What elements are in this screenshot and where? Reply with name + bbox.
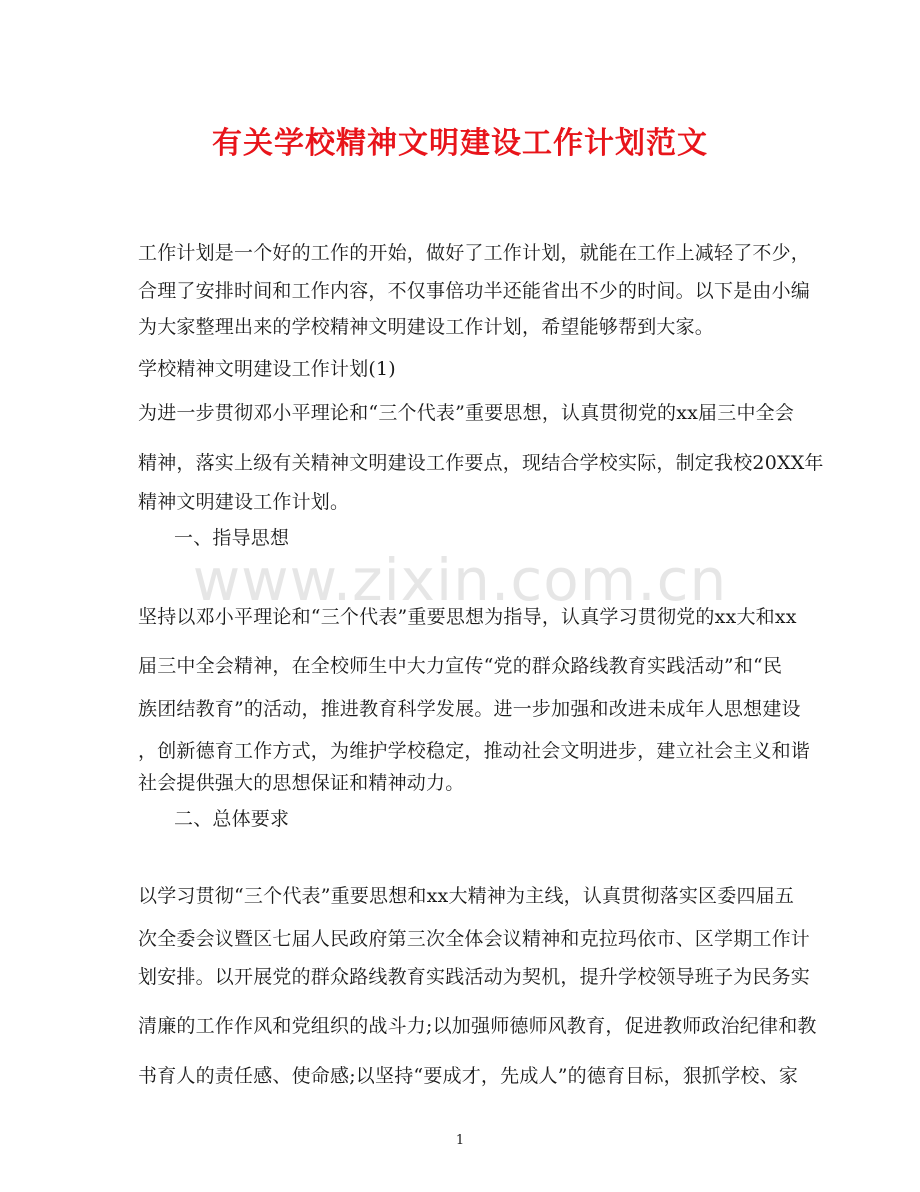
- paragraph-line: 届三中全会精神，在全校师生中大力宣传“党的群众路线教育实践活动”和“民: [138, 655, 783, 677]
- heading-general-requirements: 二、总体要求: [174, 808, 290, 830]
- paragraph-line: ，创新德育工作方式，为维护学校稳定，推动社会文明进步，建立社会主义和谐: [138, 740, 811, 762]
- paragraph-line: 精神文明建设工作计划。: [138, 491, 350, 513]
- watermark: www.zixin.com.cn: [192, 546, 728, 614]
- paragraph-line: 社会提供强大的思想保证和精神动力。: [138, 772, 465, 794]
- heading-guiding-ideology: 一、指导思想: [174, 527, 290, 549]
- intro-line-2: 合理了安排时间和工作内容，不仅事倍功半还能省出不少的时间。以下是由小编: [138, 280, 811, 302]
- page-number: 1: [455, 1133, 465, 1148]
- document-title: 有关学校精神文明建设工作计划范文: [212, 126, 708, 161]
- paragraph-line: 族团结教育”的活动，推进教育科学发展。进一步加强和改进未成年人思想建设: [138, 698, 801, 720]
- paragraph-line: 划安排。以开展党的群众路线教育实践活动为契机，提升学校领导班子为民务实: [138, 966, 811, 988]
- paragraph-line: 精神，落实上级有关精神文明建设工作要点，现结合学校实际，制定我校20XX年: [138, 452, 824, 474]
- intro-line-1: 工作计划是一个好的工作的开始，做好了工作计划，就能在工作上减轻了不少，: [138, 242, 811, 264]
- paragraph-line: 清廉的工作作风和党组织的战斗力;以加强师德师风教育，促进教师政治纪律和教: [138, 1015, 817, 1037]
- paragraph-line: 次全委会议暨区七届人民政府第三次全体会议精神和克拉玛依市、区学期工作计: [138, 928, 811, 950]
- intro-line-3: 为大家整理出来的学校精神文明建设工作计划，希望能够帮到大家。: [138, 316, 715, 338]
- paragraph-line: 坚持以邓小平理论和“三个代表”重要思想为指导，认真学习贯彻党的xx大和xx: [138, 606, 797, 628]
- section-heading-plan-1: 学校精神文明建设工作计划(1): [138, 358, 396, 380]
- paragraph-line: 书育人的责任感、使命感;以坚持“要成才，先成人”的德育目标，狠抓学校、家: [138, 1065, 799, 1087]
- paragraph-line: 为进一步贯彻邓小平理论和“三个代表”重要思想，认真贯彻党的xx届三中全会: [138, 402, 795, 424]
- paragraph-line: 以学习贯彻“三个代表”重要思想和xx大精神为主线，认真贯彻落实区委四届五: [138, 885, 795, 907]
